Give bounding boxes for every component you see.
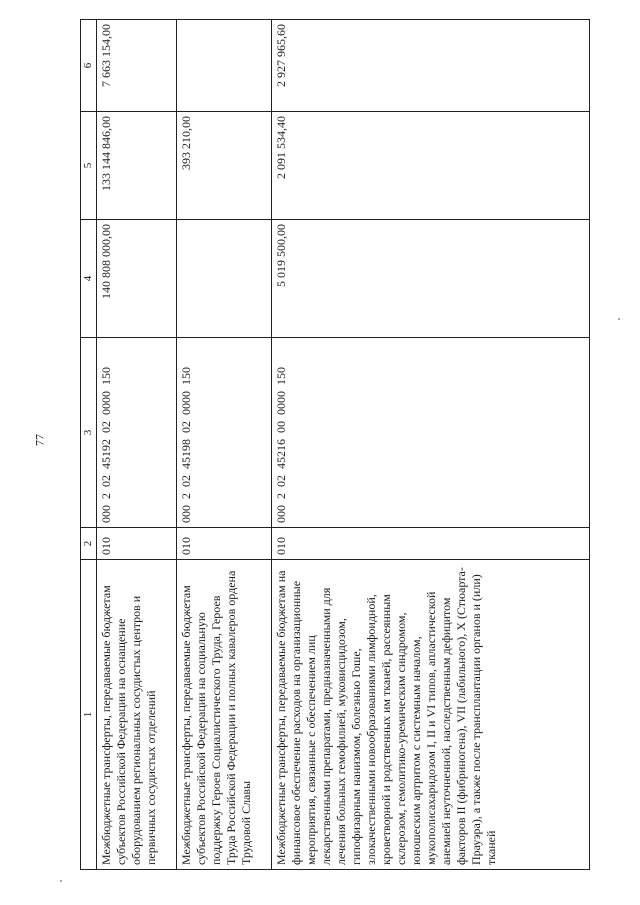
row-value-col4: 140 808 000,00 <box>97 220 177 338</box>
column-number-row <box>81 20 97 870</box>
row-budget-code: 000 2 02 45192 02 0000 150 <box>97 338 177 528</box>
rotated-page <box>80 20 590 870</box>
row-description: Межбюджетные трансферты, передаваемые бюджетам на финансовое обеспечение расходов на организационные мероприятия, связанные с обеспечением лиц лекарственными препаратами, предназначенными для лечения больных гемофилией, муковисцидозом, гипофизарным нанизмом, болезнью Гоше, злокачественными новообразованиями лимфоидной, кроветворной и родственных им тканей, рассеянным склерозом, гемолитико-уремическим синдромом, юношеским артритом с системным началом, мукополисахаридозом I, II и VI типов, апластической анемией неуточненной, наследственным дефицитом факторов II (фибриногена), VII (лабильного), X (Стюарта-Прауэра), а также после трансплантации органов и (или) тканей <box>272 560 590 870</box>
row-value-col4: 5 019 500,00 <box>272 220 590 338</box>
scan-speck <box>618 318 620 320</box>
row-admin-code: 010 <box>272 528 590 560</box>
row-admin-code: 010 <box>177 528 272 560</box>
budget-table <box>80 19 590 870</box>
row-description: Межбюджетные трансферты, передаваемые бюджетам субъектов Российской Федерации на оснащение оборудованием региональных сосудистых центров и первичных сосудистых отделений <box>97 560 177 870</box>
row-description: Межбюджетные трансферты, передаваемые бюджетам субъектов Российской Федерации на социальную поддержку Героев Социалистического Труда, Героев Труда Российской Федерации и полных кавалеров ордена Трудовой Славы <box>177 560 272 870</box>
row-admin-code: 010 <box>97 528 177 560</box>
row-budget-code: 000 2 02 45216 00 0000 150 <box>272 338 590 528</box>
column-number: 4 <box>81 220 97 338</box>
budget-table-sheet <box>80 20 590 870</box>
table-row <box>177 20 272 870</box>
row-value-col5: 393 210,00 <box>177 112 272 220</box>
row-value-col6: 2 927 965,60 <box>272 20 590 112</box>
column-number: 1 <box>81 560 97 870</box>
scan-speck <box>60 880 62 882</box>
column-number: 5 <box>81 112 97 220</box>
page-number: 77 <box>32 434 47 446</box>
row-value-col6: 7 663 154,00 <box>97 20 177 112</box>
row-value-col6 <box>177 20 272 112</box>
row-budget-code: 000 2 02 45198 02 0000 150 <box>177 338 272 528</box>
column-number: 2 <box>81 528 97 560</box>
row-value-col5: 2 091 534,40 <box>272 112 590 220</box>
row-value-col4 <box>177 220 272 338</box>
table-row <box>272 20 590 870</box>
column-number: 6 <box>81 20 97 112</box>
table-row <box>97 20 177 870</box>
column-number: 3 <box>81 338 97 528</box>
row-value-col5: 133 144 846,00 <box>97 112 177 220</box>
